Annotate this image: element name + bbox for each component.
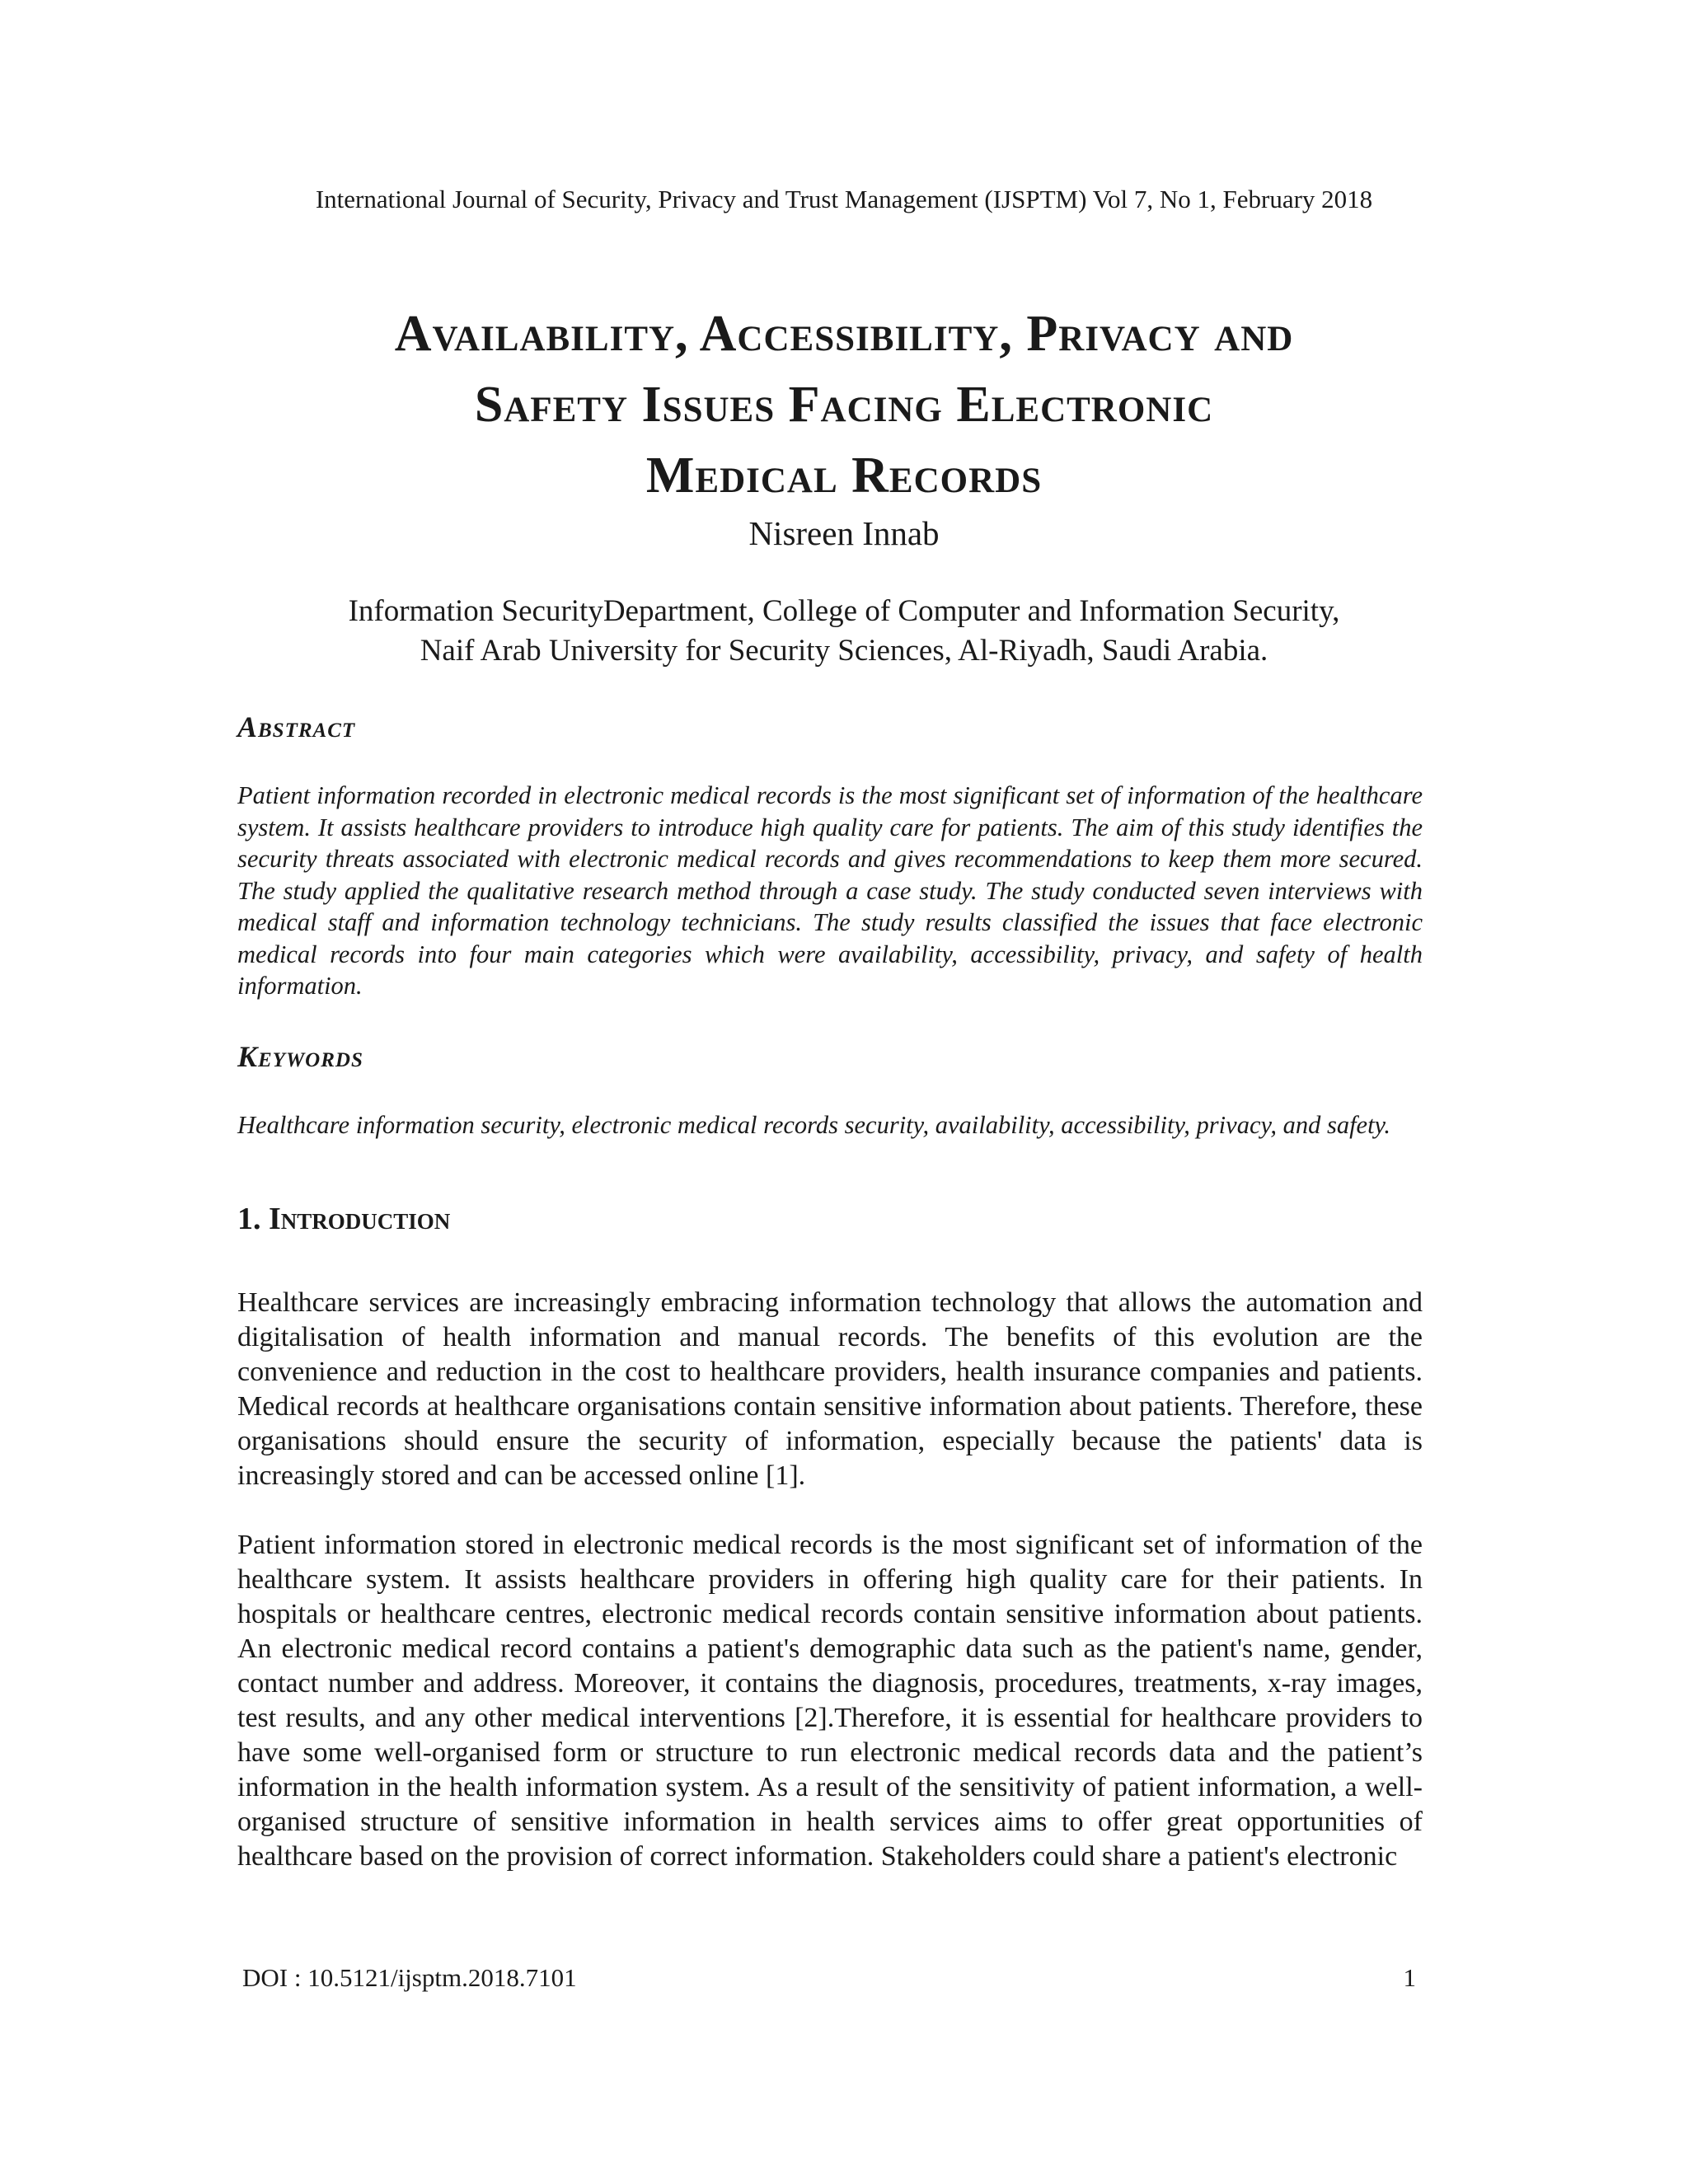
title-line-2: Safety Issues Facing Electronic <box>474 377 1214 433</box>
paper-title <box>165 298 1523 511</box>
page-number: 1 <box>1403 1963 1416 1992</box>
title-line-3: Medical Records <box>645 448 1043 504</box>
journal-running-header: International Journal of Security, Privacy and Trust Management (IJSPTM) Vol 7, No 1, February 2018 <box>315 185 1373 213</box>
author-name: Nisreen Innab <box>748 514 940 552</box>
doi-footer: DOI : 10.5121/ijsptm.2018.7101 <box>242 1963 577 1992</box>
abstract-text: Patient information recorded in electronic medical records is the most significant set of information of the healthcare system. It assists healthcare providers to introduce high quality care for patients. The aim of this study identifies the security threats associated with electronic medical records and gives recommendations to keep them more secured. The study applied the qualitative research method through a case study. The study conducted seven interviews with medical staff and information technology technicians. The study results classified the issues that face electronic medical records into four main categories which were availability, accessibility, privacy, and safety of health information. <box>237 781 1423 1000</box>
introduction-heading: 1. Introduction <box>237 1202 451 1236</box>
introduction-paragraph-1: Healthcare services are increasingly embracing information technology that allows the automation and digitalisation of health information and manual records. The benefits of this evolution are the convenience and reduction in the cost to healthcare providers, health insurance companies and patients. Medical records at healthcare organisations contain sensitive information about patients. Therefore, these organisations should ensure the security of information, especially because the patients' data is increasingly stored and can be accessed online [1]. <box>237 1287 1423 1491</box>
keywords-text: Healthcare information security, electronic medical records security, availability, accessibility, privacy, and safety. <box>237 1111 1391 1139</box>
author-affiliation <box>165 592 1523 671</box>
affiliation-line-2: Naif Arab University for Security Sciences, Al-Riyadh, Saudi Arabia. <box>420 634 1268 668</box>
title-line-1: Availability, Accessibility, Privacy and <box>394 306 1294 362</box>
affiliation-line-1: Information SecurityDepartment, College of Computer and Information Security, <box>348 594 1340 628</box>
introduction-paragraph-2: Patient information stored in electronic medical records is the most significant set of information of the healthcare system. It assists healthcare providers in offering high quality care for their patients. In hospitals or healthcare centres, electronic medical records contain sensitive information about patients. An electronic medical record contains a patient's demographic data such as the patient's name, gender, contact number and address. Moreover, it contains the diagnosis, procedures, treatments, x-ray images, test results, and any other medical interventions [2].Therefore, it is essential for healthcare providers to have some well-organised form or structure to run electronic medical records data and the patient’s information in the health information system. As a result of the sensitivity of patient information, a well-organised structure of sensitive information in health services aims to offer great opportunities of healthcare based on the provision of correct information. Stakeholders could share a patient's electronic <box>237 1530 1423 1872</box>
abstract-heading: Abstract <box>237 710 356 743</box>
keywords-heading: Keywords <box>237 1040 363 1073</box>
